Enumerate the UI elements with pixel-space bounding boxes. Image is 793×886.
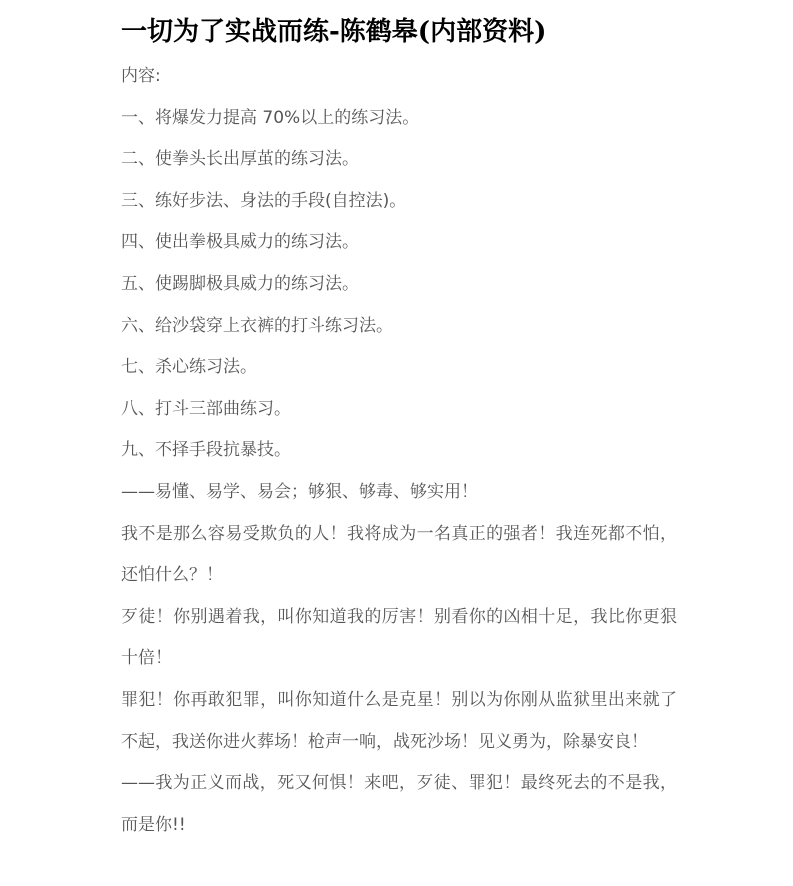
contents-item: 六、给沙袋穿上衣裤的打斗练习法。 xyxy=(121,315,393,336)
contents-item: 二、使拳头长出厚茧的练习法。 xyxy=(121,149,359,170)
contents-item: 七、杀心练习法。 xyxy=(121,357,257,378)
contents-item: 三、练好步法、身法的手段(自控法)。 xyxy=(121,190,407,211)
contents-label: 内容: xyxy=(121,66,161,86)
paragraph: 歹徒！你别遇着我，叫你知道我的厉害！别看你的凶相十足，我比你更狠十倍！ xyxy=(121,606,677,669)
paragraph: 罪犯！你再敢犯罪，叫你知道什么是克星！别以为你刚从监狱里出来就了不起，我送你进火葬场！枪声一响，战死沙场！见义勇为，除暴安良！ xyxy=(121,689,677,752)
document-body xyxy=(121,12,681,846)
slogan: ——易懂、易学、易会；够狠、够毒、够实用！ xyxy=(121,481,478,502)
contents-item: 八、打斗三部曲练习。 xyxy=(121,398,291,419)
contents-item: 一、将爆发力提高 70%以上的练习法。 xyxy=(121,107,420,128)
closing-paragraph: ——我为正义而战，死又何惧！来吧，歹徒、罪犯！最终死去的不是我，而是你!! xyxy=(121,773,677,835)
paragraph: 我不是那么容易受欺负的人！我将成为一名真正的强者！我连死都不怕，还怕什么？！ xyxy=(121,523,677,586)
contents-item: 九、不择手段抗暴技。 xyxy=(121,440,291,461)
contents-item: 四、使出拳极具威力的练习法。 xyxy=(121,232,359,253)
document-title: 一切为了实战而练-陈鹤皋(内部资料) xyxy=(121,17,547,47)
contents-item: 五、使踢脚极具威力的练习法。 xyxy=(121,273,359,294)
